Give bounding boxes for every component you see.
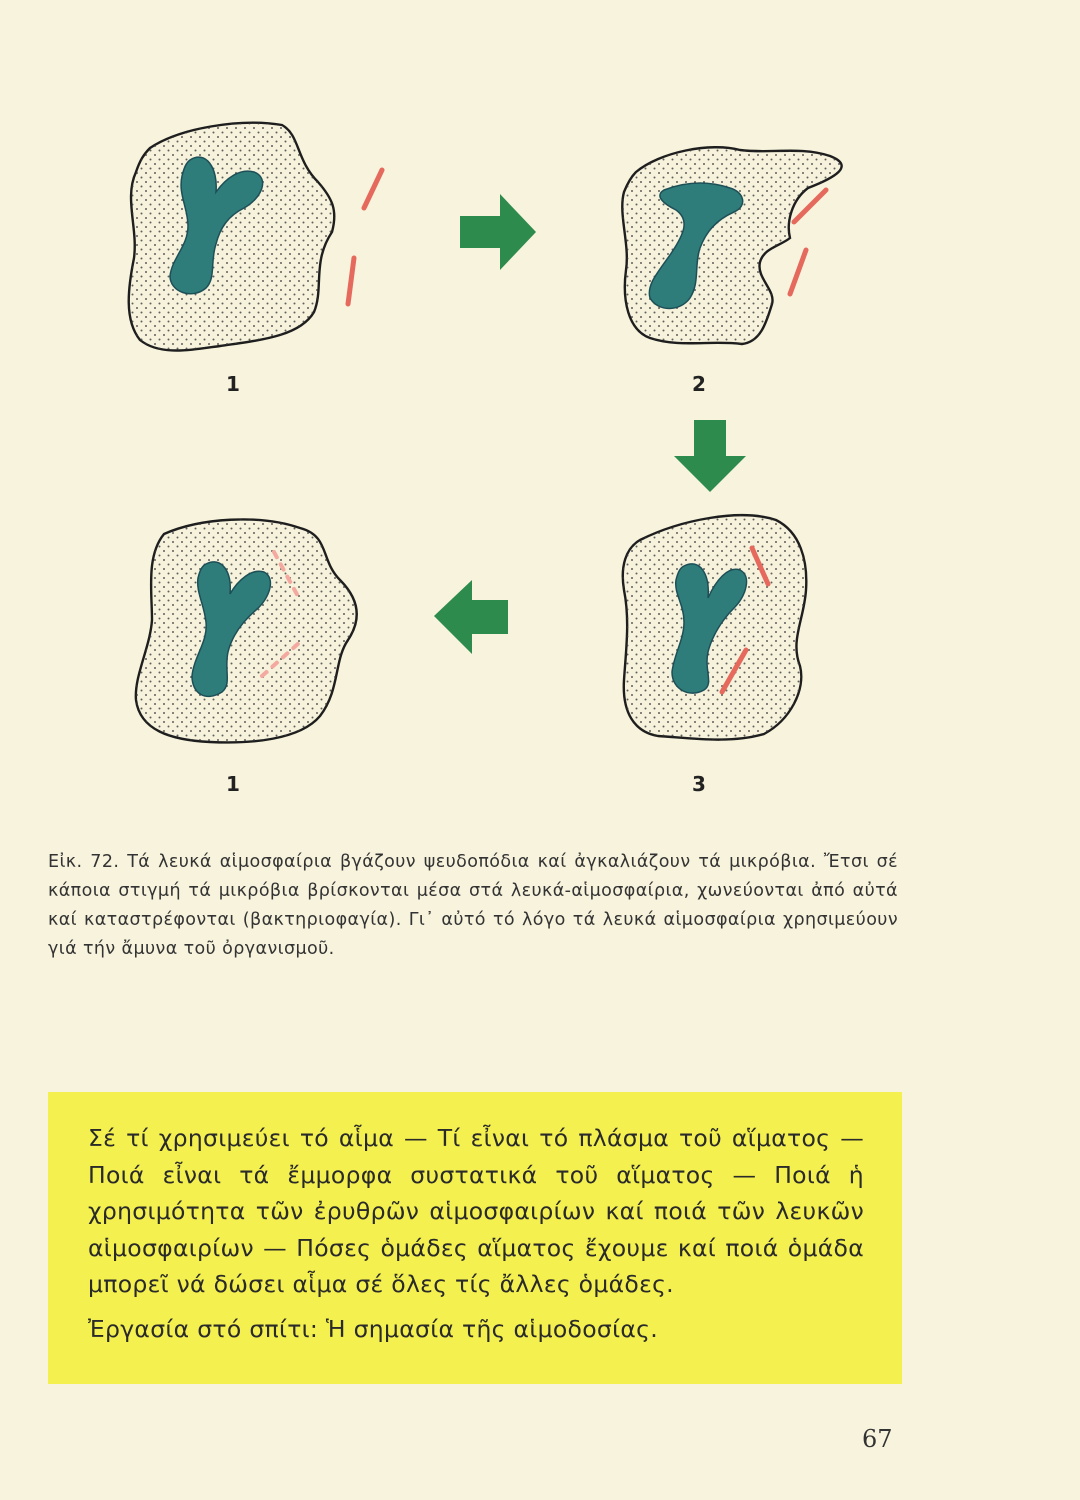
cell-stage-1 bbox=[129, 123, 335, 351]
figure-caption bbox=[48, 848, 898, 964]
bacteria-stage-2 bbox=[790, 190, 826, 294]
homework-assignment: Ἐργασία στό σπίτι: Ἡ σημασία τῆς αἱμοδοσίας. bbox=[88, 1314, 658, 1343]
stage-label-4: 1 bbox=[226, 772, 240, 796]
caption-text: Εἰκ. 72. Τά λευκά αἱμοσφαίρια βγάζουν ψευδοπόδια καί ἀγκαλιάζουν τά μικρόβια. Ἔτσι σέ κάποια στιγμή τά μικρόβια βρίσκονται μέσα στά λευκά-αἱμοσφαίρια, χωνεύονται ἀπό αὐτά καί καταστρέφονται (βακτηριοφαγία). Γι᾽ αὐτό τό λόγο τά λευκά αἱμοσφαίρια χρησιμεύουν γιά τήν ἄμυνα τοῦ ὀργανισμοῦ. bbox=[48, 852, 898, 959]
arrow-left-icon bbox=[434, 580, 508, 654]
cell-stage-4 bbox=[136, 519, 357, 742]
arrow-right-icon bbox=[460, 194, 536, 270]
stage-label-3: 3 bbox=[692, 772, 706, 796]
bacteria-stage-1 bbox=[348, 170, 382, 304]
arrow-down-icon bbox=[674, 420, 746, 492]
stage-label-2: 2 bbox=[692, 372, 706, 396]
review-questions: Σέ τί χρησιμεύει τό αἷμα — Τί εἶναι τό πλάσμα τοῦ αἵματος — Ποιά εἶναι τά ἔμμορφα συστατικά τοῦ αἵματος — Ποιά ἡ χρησιμότητα τῶν ἐρυθρῶν αἱμοσφαιρίων καί ποιά τῶν λευκῶν αἱμοσφαιρίων — Πόσες ὁμάδες αἵματος ἔχουμε καί ποιά ὁμάδα μπορεῖ νά δώσει αἷμα σέ ὅλες τίς ἄλλες ὁμάδες. bbox=[88, 1124, 864, 1298]
cell-stage-3 bbox=[623, 515, 807, 739]
page-number: 67 bbox=[862, 1425, 893, 1453]
stage-label-1: 1 bbox=[226, 372, 240, 396]
review-questions-box bbox=[48, 1092, 902, 1384]
cell-stage-2 bbox=[622, 147, 841, 344]
